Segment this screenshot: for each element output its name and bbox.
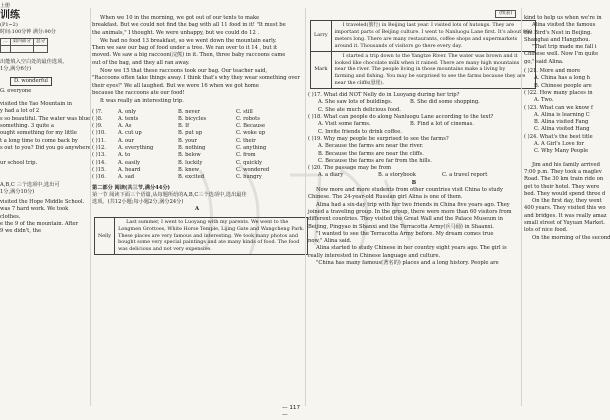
option-c[interactable]: C. Because the farms are far from the hills. <box>318 157 432 164</box>
option-c[interactable]: C. Alina visited Hang <box>534 126 590 133</box>
text-line: Shanghai and Hangzhou. <box>524 36 591 43</box>
choice-d: D. wonderful <box>10 77 52 86</box>
text-line: kind to help us when we're in <box>524 15 602 21</box>
question-number: ( )10. <box>92 130 106 137</box>
option-b[interactable]: B. Alina visited Fang <box>534 119 589 126</box>
option-a[interactable]: A. Visit some farms. <box>318 121 371 128</box>
text-line: because the raccoons ate our food! <box>92 89 185 96</box>
option-a[interactable]: A. to <box>118 152 131 159</box>
text-line: On the first day, they went <box>532 198 602 205</box>
text-line: 7:00 p.m. They took a maglev <box>524 168 602 175</box>
question-number: ( )9. <box>92 123 103 130</box>
text-line: ur school trip. <box>0 160 38 167</box>
text-line: Chinese. The 24-year-old Russian girl Alina is one of them. <box>308 194 463 201</box>
text-line: important parts of Beijing culture. I went to Nanluogu Lane first. It's about 800 <box>334 28 533 35</box>
nelly-text <box>115 217 308 255</box>
text-line: Alina visited the famous <box>532 22 596 29</box>
option-row <box>92 123 302 130</box>
option-row <box>92 152 302 159</box>
question-number: ( )7. <box>92 108 103 115</box>
option-b[interactable]: B. nothing <box>178 145 206 152</box>
choice-box <box>0 77 88 86</box>
option-b[interactable]: B. knew <box>178 166 200 173</box>
text-line: These places are very famous and interesting. We took many photos and <box>118 232 299 239</box>
option-a[interactable]: A. heard <box>118 166 141 173</box>
text-line: bed. They would spend three d <box>524 190 606 197</box>
question-24: ( )24. What's the best title <box>524 133 593 140</box>
text-line: was delicious and not very expensive. <box>118 246 212 253</box>
text-line: On the morning of the second <box>532 234 610 241</box>
larry-text <box>331 21 536 52</box>
section-title: 第一节 阅读下面三个语篇,从每题所给的A,B,C三个选项中,选出最佳 <box>92 191 247 198</box>
passage-label-a: A <box>194 206 200 213</box>
question-number: ( )14. <box>92 159 106 166</box>
option-b[interactable]: B. below <box>178 152 201 159</box>
text-line: Longmen Grottoes, White Horse Temple, Lijing Gate and Wangcheng Park. <box>118 225 305 232</box>
question-18: ( )18. What can people do along Nanluogu Lane according to the text? <box>308 114 494 121</box>
question-17: ( )17. What did NOT Nelly do in Luoyang during her trip? <box>308 92 460 99</box>
text-line: clothes. <box>0 213 21 220</box>
option-row <box>92 138 302 145</box>
text-line: Alina had a six-day trip with her two friends in China five years ago. They <box>316 201 510 208</box>
larry-mark-table <box>310 20 536 89</box>
text-line: Beijing, Pingyao in Shanxi and the Terracotta Army(兵马俑) in Shaanxi. <box>308 223 494 230</box>
text-line: get to their hotel. They were <box>524 183 600 190</box>
option-a[interactable]: A. sad <box>118 174 135 181</box>
text-line: s out to you? Did you go anywhere <box>0 144 91 151</box>
option-c[interactable]: C. hungry <box>236 174 262 181</box>
option-a[interactable]: A. Two. <box>534 97 554 104</box>
option-a[interactable]: A. a diary <box>318 172 344 179</box>
options-18 <box>308 121 520 128</box>
text-line: out of the bag, and they all ran away. <box>92 59 190 66</box>
option-b[interactable]: B. put up <box>178 130 203 137</box>
option-c[interactable]: C. Invite friends to drink coffee. <box>318 128 402 135</box>
text-line: Now more and more students from other countries visit China to study <box>316 187 503 194</box>
question-number: ( )16. <box>92 174 106 181</box>
question-number: ( )8. <box>92 115 103 122</box>
option-c[interactable]: C. quickly <box>236 159 263 166</box>
question-20: ( )20. The passage may be from <box>308 165 392 172</box>
option-b[interactable]: B. Find a lot of cinemas. <box>410 121 474 128</box>
text-line: small street of Yuyuan Market. <box>524 220 605 227</box>
text-line: Alina started to study Chinese in her country eight years ago. The girl is <box>316 245 507 252</box>
option-a[interactable]: A. everything <box>118 145 154 152</box>
questions-21-24 <box>524 68 600 156</box>
text-line: something. 3 quite a <box>0 123 54 130</box>
time-score: 时间:100分钟 满分:90分 <box>0 29 56 35</box>
option-a[interactable]: A. Because the farms are near the river. <box>318 143 424 150</box>
column-right <box>524 0 610 420</box>
choice-g: G. everyone <box>0 87 32 94</box>
passage-b <box>308 187 520 267</box>
text-line: e the 9 of the mountain. After <box>0 221 79 228</box>
column-left <box>0 0 91 420</box>
option-a[interactable]: A. A Girl's Love for <box>534 141 584 148</box>
text-line: We had no food 13 breakfast, so we went down the mountain early. <box>100 37 277 44</box>
nelly-table <box>94 217 308 256</box>
text-line: visited the Hope Middle School. <box>0 199 85 206</box>
section-title: 选项。(共12小题;每小题2分,满分24分) <box>92 199 184 206</box>
text-line: Then we saw our bag of food under a tree. We ran over to it 14 , but it <box>92 45 277 52</box>
header-top: 上册 <box>0 3 11 9</box>
option-c[interactable]: C. woke up <box>236 130 266 137</box>
text-line: around it. Thousands of visitors go there every day. <box>334 42 463 49</box>
instruction: 1分,满分10分) <box>0 188 35 195</box>
option-c[interactable]: C. anything <box>236 145 267 152</box>
text-line: near the cliffs(悬崖). <box>334 80 385 87</box>
text-line: meters long. There are many restaurants, coffee shops and supermarkets <box>334 35 518 42</box>
text-line: and bridges. It was really amaz <box>524 212 607 219</box>
text-line: Now we 15 that these raccoons took our bag. Our teacher said, <box>100 68 268 75</box>
passage-left <box>0 101 91 152</box>
text-line: really interested in Chinese language and culture. <box>308 252 441 259</box>
passage-c <box>524 161 610 242</box>
options-20 <box>308 172 520 179</box>
text-line: was 7 hard work. We took <box>0 206 69 213</box>
subtitle: (P1~2) <box>0 22 18 28</box>
text-line: bought some very special paintings and ate many kinds of food. The food <box>118 239 300 246</box>
score-cell[interactable] <box>10 46 33 53</box>
text-line: farming and fishing. You may be surprised to see the farms because they are <box>334 73 526 80</box>
option-b[interactable]: B. never <box>178 108 201 115</box>
text-line: their eyes!" We all laughed. But we were 16 when we got home <box>92 82 259 89</box>
option-row <box>92 160 302 167</box>
text-line: the Bird's Nest in Beijing. <box>524 29 592 36</box>
option-c[interactable]: C. their <box>236 137 256 144</box>
options-list <box>92 109 302 182</box>
column-divider <box>90 8 91 406</box>
mark-name: Mark <box>311 51 332 89</box>
option-c[interactable]: C. a travel report <box>442 172 488 179</box>
option-c[interactable]: C. She ate much delicious food. <box>318 106 401 113</box>
score-table <box>0 38 48 53</box>
option-row <box>92 116 302 123</box>
option-b[interactable]: B. Chinese people are <box>534 82 592 89</box>
option-b[interactable]: B. excited <box>178 174 205 181</box>
part-title: 第二部分 阅读(共三节,满分44分) <box>92 184 170 191</box>
option-b[interactable]: B. bicycles <box>178 115 207 122</box>
option-a[interactable]: A. China has a long h <box>534 75 591 82</box>
text-line: moved. We saw a big raccoon(浣熊) in it. Then, three baby raccoons came <box>92 52 286 59</box>
option-b[interactable]: B. a storybook <box>378 172 416 179</box>
option-b[interactable]: B. your <box>178 137 197 144</box>
score-header-3: 总分 <box>34 39 48 46</box>
text-line: near the river. The people living in those mountains make a living by <box>334 66 506 73</box>
text-line: looked like chocolate milk when it rained. There are many high mountains <box>334 59 520 66</box>
text-line: s so beautiful. The water was blue <box>0 115 91 122</box>
score-cell[interactable] <box>1 46 11 53</box>
text-line: Chinese well. Now I'm quite <box>524 51 599 58</box>
text-line: "Raccoons often take things away. I think that's why they wear something over <box>92 75 300 82</box>
text-line: y had a lot of 2 <box>0 108 40 115</box>
instruction: 1分,满分6分) <box>0 66 32 73</box>
option-row <box>92 174 302 181</box>
nelly-name: Nelly <box>95 217 115 255</box>
text-line: visited the Yao Mountain in <box>0 101 73 108</box>
text-line: "I wanted to see the Terracotta Army before. My dream comes true <box>316 230 494 237</box>
continued-label: (续表) <box>495 10 516 18</box>
option-a[interactable]: A. only <box>118 108 137 115</box>
question-22: ( )22. How many places in <box>524 89 593 96</box>
option-c[interactable]: C. still <box>236 108 253 115</box>
option-c[interactable]: C. wondered <box>236 166 270 173</box>
text-line: joined a traveling group. In the group, there were more than 60 visitors from <box>308 208 512 215</box>
text-line: Road. The 30 km train ride on <box>524 176 604 183</box>
option-b[interactable]: B. Because the farms are near the cliffs. <box>318 150 424 157</box>
passage-p2 <box>92 38 302 67</box>
question-number: ( )13. <box>92 152 106 159</box>
text-line: ought something for my little <box>0 130 77 137</box>
option-row <box>92 145 302 152</box>
text-line: Jim and his family arrived <box>532 161 600 168</box>
text-line: "China has many famous(著名的) places and a long history. People are <box>316 259 499 266</box>
score-cell[interactable] <box>34 46 48 53</box>
option-c[interactable]: C. from <box>236 152 256 159</box>
text-line: I started a trip down to the Yangtze River. The water was brown and it <box>342 52 518 59</box>
text-line: When we 10 in the morning, we got out of our tents to make <box>100 15 260 21</box>
option-a[interactable]: A. easily <box>118 159 141 166</box>
option-b[interactable]: B. If <box>178 123 190 130</box>
passage-p3 <box>92 68 302 97</box>
option-a[interactable]: A. our <box>118 137 134 144</box>
question-23: ( )23. What can we know f <box>524 104 593 111</box>
option-row <box>92 167 302 174</box>
question-number: ( )11. <box>92 137 106 144</box>
passage-p1 <box>92 15 302 37</box>
questions-17-20 <box>308 92 520 180</box>
text-line: "That trip made me fall i <box>532 44 597 51</box>
page-number: — 117 — <box>282 405 301 419</box>
option-c[interactable]: C. Because <box>236 123 266 130</box>
option-a[interactable]: A. She saw lots of buildings. <box>318 99 393 106</box>
column-middle-right <box>308 0 533 420</box>
instruction: 出能填入空白处的最佳选项。 <box>0 59 68 65</box>
question-number: ( )12. <box>92 145 106 152</box>
text-line: breakfast. But we could not find the bag with all 11 food in it! "It must be <box>92 22 286 29</box>
text-line: 400 years. They visited this wo <box>524 205 606 212</box>
option-a[interactable]: A. As <box>118 123 132 130</box>
column-divider <box>305 8 306 406</box>
page-title: 训练 <box>0 10 20 21</box>
text-line: go," said Alina. <box>524 58 564 65</box>
text-line: different countries. They visited the Great Wall and the Palace Museum in <box>308 216 503 223</box>
column-divider <box>521 8 522 406</box>
text-line: Last summer, I went to Luoyang with my parents. We went to the <box>126 218 289 225</box>
instruction: A,B,C 三个选项中,选出可 <box>0 181 60 188</box>
option-row <box>92 130 302 137</box>
options-17 <box>308 99 520 106</box>
text-line: I traveled(旅行) in Beijing last year. I visited lots of hutongs. They are <box>342 22 515 28</box>
text-line: the animals," I thought. We were unhappy, but we could do 12 . <box>92 29 260 36</box>
question-number: ( )15. <box>92 166 106 173</box>
passage-label-b: B <box>411 179 417 186</box>
score-header-2: 第四部分 <box>10 39 33 46</box>
question-21: ( )21. More and more <box>524 68 581 75</box>
passage-right <box>524 15 600 66</box>
text-line: 9 we didn't, the <box>0 228 42 235</box>
option-a[interactable]: A. Alina is learning C <box>534 111 590 118</box>
text-line: now," Alina said. <box>308 238 352 245</box>
score-header-1: 二 <box>1 39 11 46</box>
option-b[interactable]: B. luckily <box>178 159 203 166</box>
mark-text <box>331 51 536 89</box>
text-line: It was really an interesting trip. <box>100 98 184 105</box>
text-line: t a long time to come back by <box>0 137 78 144</box>
option-a[interactable]: A. cut up <box>118 130 142 137</box>
option-a[interactable]: A. tents <box>118 115 139 122</box>
option-c[interactable]: C. robots <box>236 115 260 122</box>
option-row <box>92 109 302 116</box>
column-middle-left <box>92 0 305 420</box>
question-19: ( )19. Why may people be surprised to see the farms? <box>308 135 449 142</box>
option-b[interactable]: B. She did some shopping. <box>410 99 480 106</box>
larry-name: Larry <box>311 21 332 52</box>
text-line: lots of nice food. <box>524 227 568 234</box>
option-c[interactable]: C. Why Many People <box>534 148 589 155</box>
